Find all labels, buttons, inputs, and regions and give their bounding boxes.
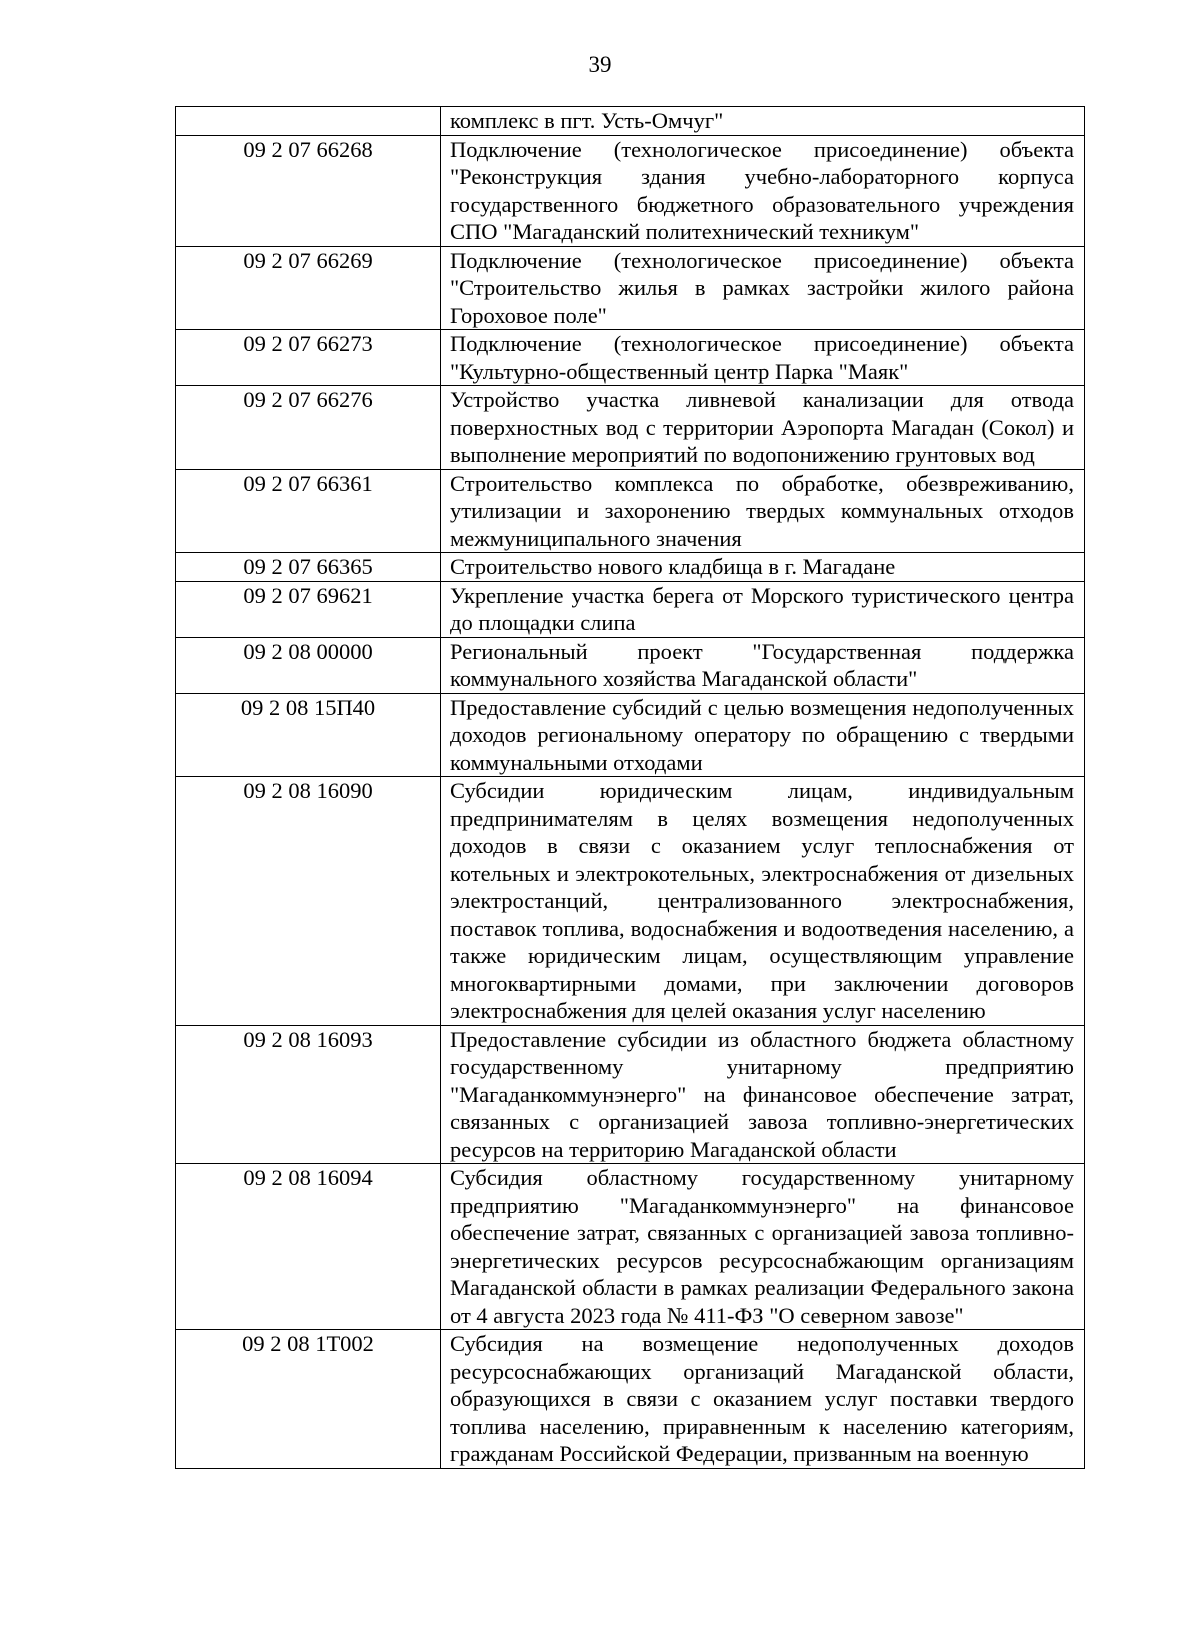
row-description: Предоставление субсидий с целью возмещения недополученных доходов региональному оператору по обращению с твердыми коммунальными отходами	[441, 693, 1085, 777]
row-description: комплекс в пгт. Усть-Омчуг"	[441, 107, 1085, 136]
row-description: Устройство участка ливневой канализации для отвода поверхностных вод с территории Аэропорта Магадан (Сокол) и выполнение мероприятий по водопонижению грунтовых вод	[441, 386, 1085, 470]
row-description: Строительство комплекса по обработке, обезвреживанию, утилизации и захоронению твердых коммунальных отходов межмуниципального значения	[441, 469, 1085, 553]
table-row	[176, 637, 1085, 693]
row-description: Подключение (технологическое присоединение) объекта "Культурно-общественный центр Парка "Маяк"	[441, 330, 1085, 386]
table-row	[176, 107, 1085, 136]
row-code: 09 2 07 66361	[176, 469, 441, 553]
row-code: 09 2 07 66269	[176, 246, 441, 330]
row-description: Подключение (технологическое присоединение) объекта "Реконструкция здания учебно-лабораторного корпуса государственного бюджетного образовательного учреждения СПО "Магаданский политехнический техникум"	[441, 135, 1085, 246]
page-number: 39	[588, 52, 612, 77]
row-description: Укрепление участка берега от Морского туристического центра до площадки слипа	[441, 581, 1085, 637]
table-row	[176, 553, 1085, 582]
row-code: 09 2 07 66268	[176, 135, 441, 246]
table-row	[176, 135, 1085, 246]
table-row	[176, 581, 1085, 637]
table-row	[176, 386, 1085, 470]
row-code: 09 2 08 16093	[176, 1025, 441, 1164]
row-code: 09 2 08 15П40	[176, 693, 441, 777]
row-code: 09 2 08 16090	[176, 777, 441, 1026]
table-row	[176, 1164, 1085, 1330]
row-code: 09 2 08 16094	[176, 1164, 441, 1330]
row-description: Предоставление субсидии из областного бюджета областному государственному унитарному предприятию "Магаданкоммунэнерго" на финансовое обеспечение затрат, связанных с организацией завоза топливно-энергетических ресурсов на территорию Магаданской области	[441, 1025, 1085, 1164]
row-description: Субсидии юридическим лицам, индивидуальным предпринимателям в целях возмещения недополученных доходов в связи с оказанием услуг теплоснабжения от котельных и электрокотельных, электроснабжения от дизельных электростанций, централизованного электроснабжения, поставок топлива, водоснабжения и водоотведения населению, а также юридическим лицам, осуществляющим управление многоквартирными домами, при заключении договоров электроснабжения для целей оказания услуг населению	[441, 777, 1085, 1026]
row-code: 09 2 08 1Т002	[176, 1330, 441, 1469]
row-code: 09 2 07 66276	[176, 386, 441, 470]
table-row	[176, 246, 1085, 330]
budget-codes-table	[175, 106, 1085, 1469]
row-code: 09 2 08 00000	[176, 637, 441, 693]
table-row	[176, 1025, 1085, 1164]
row-code	[176, 107, 441, 136]
row-description: Региональный проект "Государственная поддержка коммунального хозяйства Магаданской области"	[441, 637, 1085, 693]
table-row	[176, 469, 1085, 553]
table-row	[176, 330, 1085, 386]
row-description: Субсидия областному государственному унитарному предприятию "Магаданкоммунэнерго" на финансовое обеспечение затрат, связанных с организацией завоза топливно-энергетических ресурсов ресурсоснабжающим организациям Магаданской области в рамках реализации Федерального закона от 4 августа 2023 года № 411-ФЗ "О северном завозе"	[441, 1164, 1085, 1330]
row-code: 09 2 07 66273	[176, 330, 441, 386]
table-row	[176, 1330, 1085, 1469]
table-row	[176, 693, 1085, 777]
row-description: Субсидия на возмещение недополученных доходов ресурсоснабжающих организаций Магаданской области, образующихся в связи с оказанием услуг поставки твердого топлива населению, приравненным к населению категориям, гражданам Российской Федерации, призванным на военную	[441, 1330, 1085, 1469]
row-code: 09 2 07 66365	[176, 553, 441, 582]
table-row	[176, 777, 1085, 1026]
row-description: Строительство нового кладбища в г. Магадане	[441, 553, 1085, 582]
row-code: 09 2 07 69621	[176, 581, 441, 637]
row-description: Подключение (технологическое присоединение) объекта "Строительство жилья в рамках застройки жилого района Гороховое поле"	[441, 246, 1085, 330]
